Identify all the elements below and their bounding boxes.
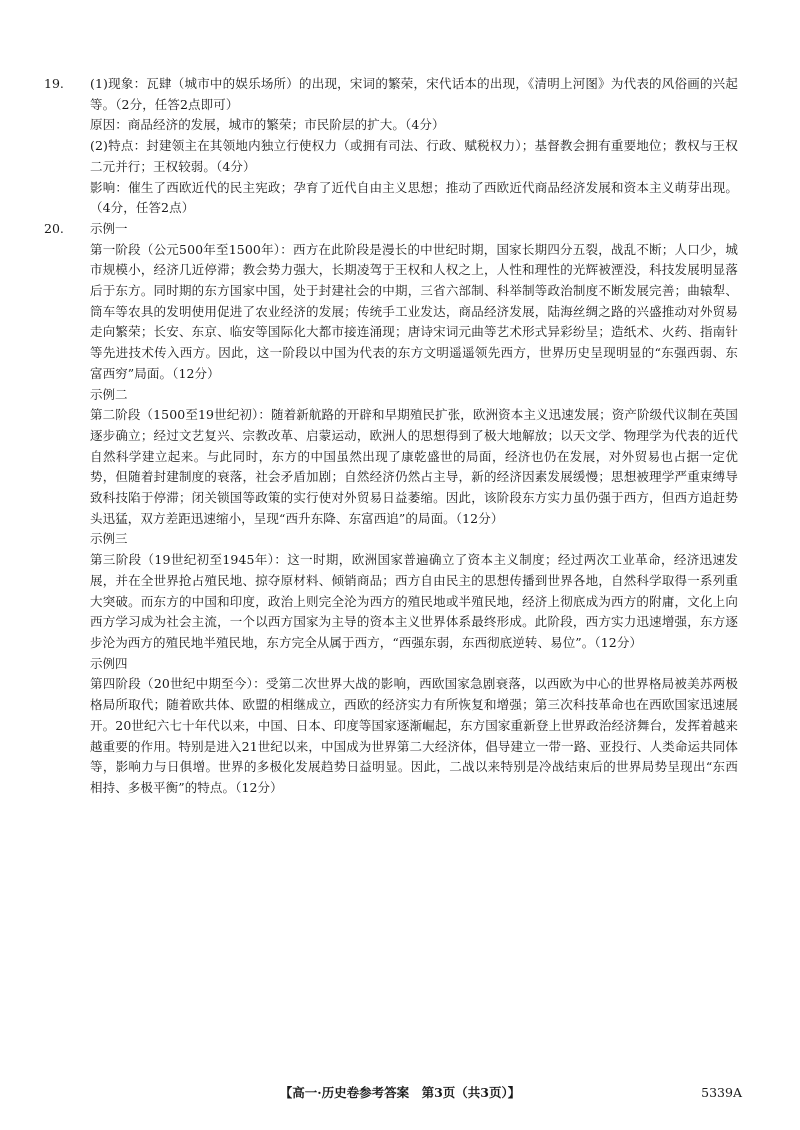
question-19 (44, 74, 738, 219)
answer-content (44, 74, 738, 799)
example-2-label: 示例二 (90, 386, 128, 402)
q19-part1-phenomena: (1)现象：瓦肆（城市中的娱乐场所）的出现，宋词的繁荣，宋代话本的出现，《清明上河图》为代表的风俗画的兴起等。（2分，任答2点即可） (90, 76, 738, 112)
footer-code: 5339A (701, 1085, 742, 1100)
example-1-label: 示例一 (90, 220, 128, 236)
example-3-label: 示例三 (90, 531, 128, 547)
example-2-text: 第二阶段（1500至19世纪初）：随着新航路的开辟和早期殖民扩张，欧洲资本主义迅速发展；资产阶级代议制在英国逐步确立；经过文艺复兴、宗教改革、启蒙运动，欧洲人的思想得到了极大地解放；以天文学、物理学为代表的近代自然科学建立起来。与此同时，东方的中国虽然出现了康乾盛世的局面，经济也仍在发展，对外贸易也占据一定优势，但随着封建制度的衰落，社会矛盾加剧；自然经济仍然占主导，新的经济因素发展缓慢；思想被理学严重束缚导致科技陷于停滞；闭关锁国等政策的实行使对外贸易日益萎缩。因此，该阶段东方实力虽仍强于西方，但西方追赶势头迅猛，双方差距迅速缩小，呈现“西升东降、东富西追”的局面。（12分） (90, 407, 738, 526)
question-number: 20. (44, 220, 64, 236)
example-4-text: 第四阶段（20世纪中期至今）：受第二次世界大战的影响，西欧国家急剧衰落，以西欧为中心的世界格局被美苏两极格局所取代；随着欧共体、欧盟的相继成立，西欧的经济实力有所恢复和增强；第三次科技革命也在西欧国家迅速展开。20世纪六七十年代以来，中国、日本、印度等国家逐渐崛起，东方国家重新登上世界政治经济舞台，发挥着越来越重要的作用。特别是进入21世纪以来，中国成为世界第二大经济体，倡导建立一带一路、亚投行、人类命运共同体等，影响力与日俱增。世界的多极化发展趋势日益明显。因此，二战以来特别是冷战结束后的世界局势呈现出“东西相持、多极平衡”的特点。（12分） (90, 676, 738, 795)
example-4-label: 示例四 (90, 655, 128, 671)
example-3-text: 第三阶段（19世纪初至1945年）：这一时期，欧洲国家普遍确立了资本主义制度；经过两次工业革命，经济迅速发展，并在全世界抢占殖民地、掠夺原材料、倾销商品；西方自由民主的思想传播到世界各地，自然科学取得一系列重大突破。而东方的中国和印度，政治上则完全沦为西方的殖民地或半殖民地，经济上彻底成为西方的附庸，文化上向西方学习成为社会主流，一个以西方国家为主导的资本主义世界体系最终形成。此阶段，西方实力迅速增强，东方逐步沦为西方的殖民地半殖民地，东方完全从属于西方，“西强东弱，东西彻底逆转、易位”。（12分） (90, 552, 738, 650)
footer-title: 【高一·历史卷参考答案 第3页（共3页）】 (279, 1085, 521, 1100)
example-1-text: 第一阶段（公元500年至1500年）：西方在此阶段是漫长的中世纪时期，国家长期四分五裂，战乱不断；人口少，城市规模小，经济几近停滞；教会势力强大，长期凌驾于王权和人权之上，人性和理性的光辉被湮没，科技发展明显落后于东方。同时期的东方国家中国，处于封建社会的中期，三省六部制、科举制等政治制度不断发展完善；曲辕犁、筒车等农具的发明使用促进了农业经济的发展；传统手工业发达，商品经济发展，陆海丝绸之路的兴盛推动对外贸易走向繁荣；长安、东京、临安等国际化大都市接连涌现；唐诗宋词元曲等艺术形式异彩纷呈；造纸术、火药、指南针等先进技术传入西方。因此，这一阶段以中国为代表的东方文明遥遥领先西方，世界历史呈现明显的“东强西弱、东富西穷”局面。（12分） (90, 241, 738, 381)
page-footer (0, 1083, 800, 1103)
q19-part1-reasons: 原因：商品经济的发展，城市的繁荣；市民阶层的扩大。（4分） (90, 117, 445, 133)
q19-part2-influence: 影响：催生了西欧近代的民主宪政；孕育了近代自由主义思想；推动了西欧近代商品经济发展和资本主义萌芽出现。（4分，任答2点） (90, 179, 738, 216)
q19-part2-features: (2)特点：封建领主在其领地内独立行使权力（或拥有司法、行政、赋税权力）；基督教会拥有重要地位；教权与王权二元并行；王权较弱。（4分） (90, 138, 738, 174)
question-number: 19. (44, 76, 64, 91)
question-20 (44, 219, 738, 799)
